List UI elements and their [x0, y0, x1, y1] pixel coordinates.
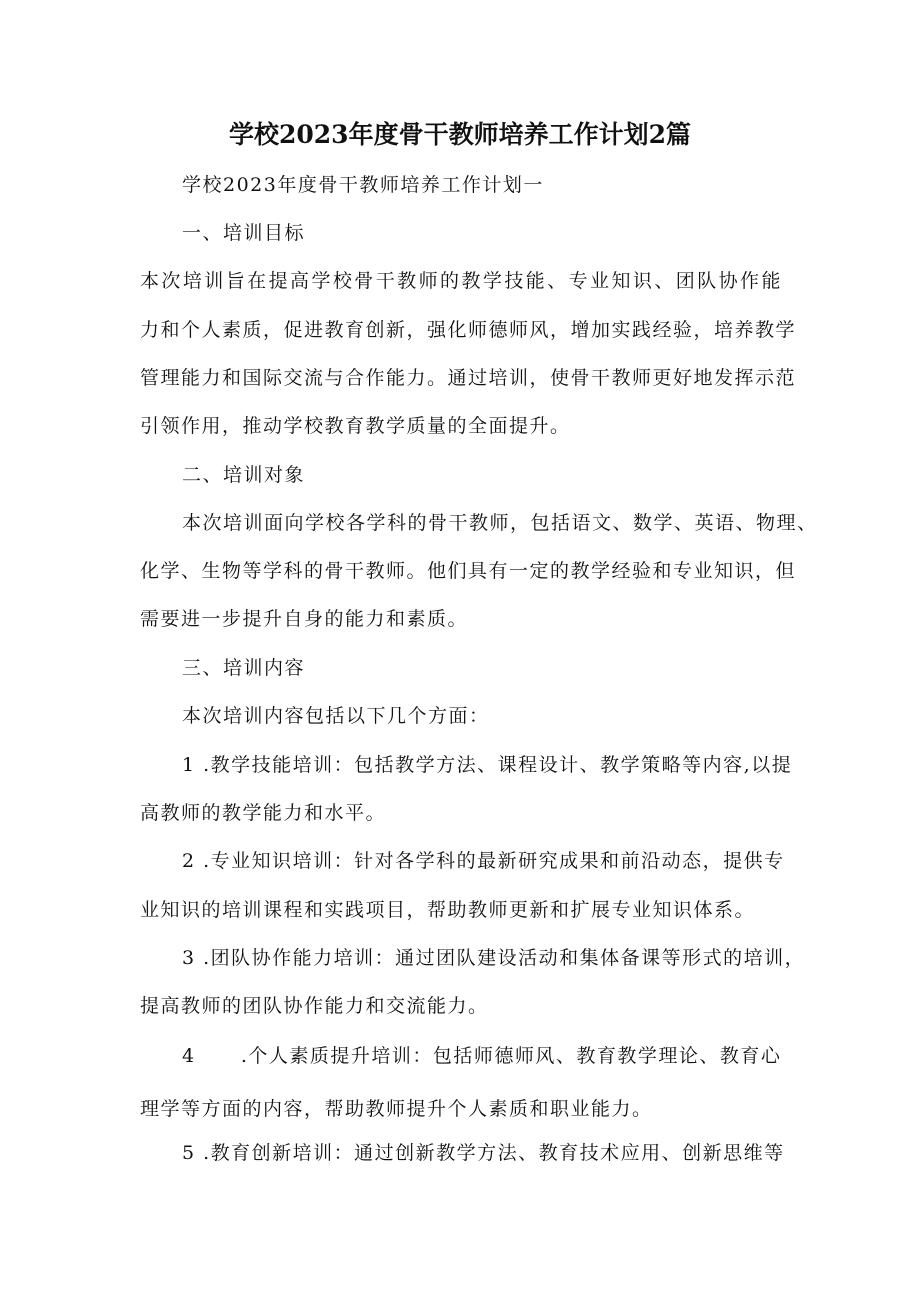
- section-heading-goals: 一、培训目标: [182, 222, 306, 244]
- list-item-line: 提高教师的团队协作能力和交流能力。: [140, 995, 489, 1017]
- list-item-line: 业知识的培训课程和实践项目，帮助教师更新和扩展专业知识体系。: [140, 899, 756, 921]
- paragraph-line: 管理能力和国际交流与合作能力。通过培训，使骨干教师更好地发挥示范: [140, 367, 797, 389]
- paragraph-line: 需要进一步提升自身的能力和素质。: [140, 608, 469, 630]
- list-item-line: 高教师的教学能力和水平。: [140, 802, 387, 824]
- document-title: 学校2023年度骨干教师培养工作计划2篇: [229, 120, 691, 149]
- paragraph-line: 本次培训旨在提高学校骨干教师的教学技能、专业知识、团队协作能: [140, 270, 782, 292]
- section-heading-audience: 二、培训对象: [182, 464, 306, 486]
- paragraph-line: 引领作用，推动学校教育教学质量的全面提升。: [140, 415, 571, 437]
- list-item-line: 理学等方面的内容，帮助教师提升个人素质和职业能力。: [140, 1098, 653, 1120]
- paragraph-line: 本次培训内容包括以下几个方面：: [182, 705, 490, 727]
- paragraph-line: 力和个人素质，促进教育创新，强化师德师风，增加实践经验，培养教学: [140, 319, 797, 341]
- list-item-line: 1 .教学技能培训：包括教学方法、课程设计、教学策略等内容,以提: [182, 754, 793, 776]
- section-heading-content: 三、培训内容: [182, 657, 306, 679]
- paragraph-line: 化学、生物等学科的骨干教师。他们具有一定的教学经验和专业知识，但: [140, 560, 797, 582]
- list-item-line: 3 .团队协作能力培训：通过团队建设活动和集体备课等形式的培训，: [182, 947, 806, 969]
- list-item-line: 4 .个人素质提升培训：包括师德师风、教育教学理论、教育心: [182, 1045, 782, 1067]
- subtitle-line: 学校2023年度骨干教师培养工作计划一: [182, 174, 544, 196]
- paragraph-line: 本次培训面向学校各学科的骨干教师，包括语文、数学、英语、物理、: [182, 512, 818, 534]
- list-item-line: 2 .专业知识培训：针对各学科的最新研究成果和前沿动态，提供专: [182, 850, 785, 872]
- list-item-line: 5 .教育创新培训：通过创新教学方法、教育技术应用、创新思维等: [182, 1142, 785, 1164]
